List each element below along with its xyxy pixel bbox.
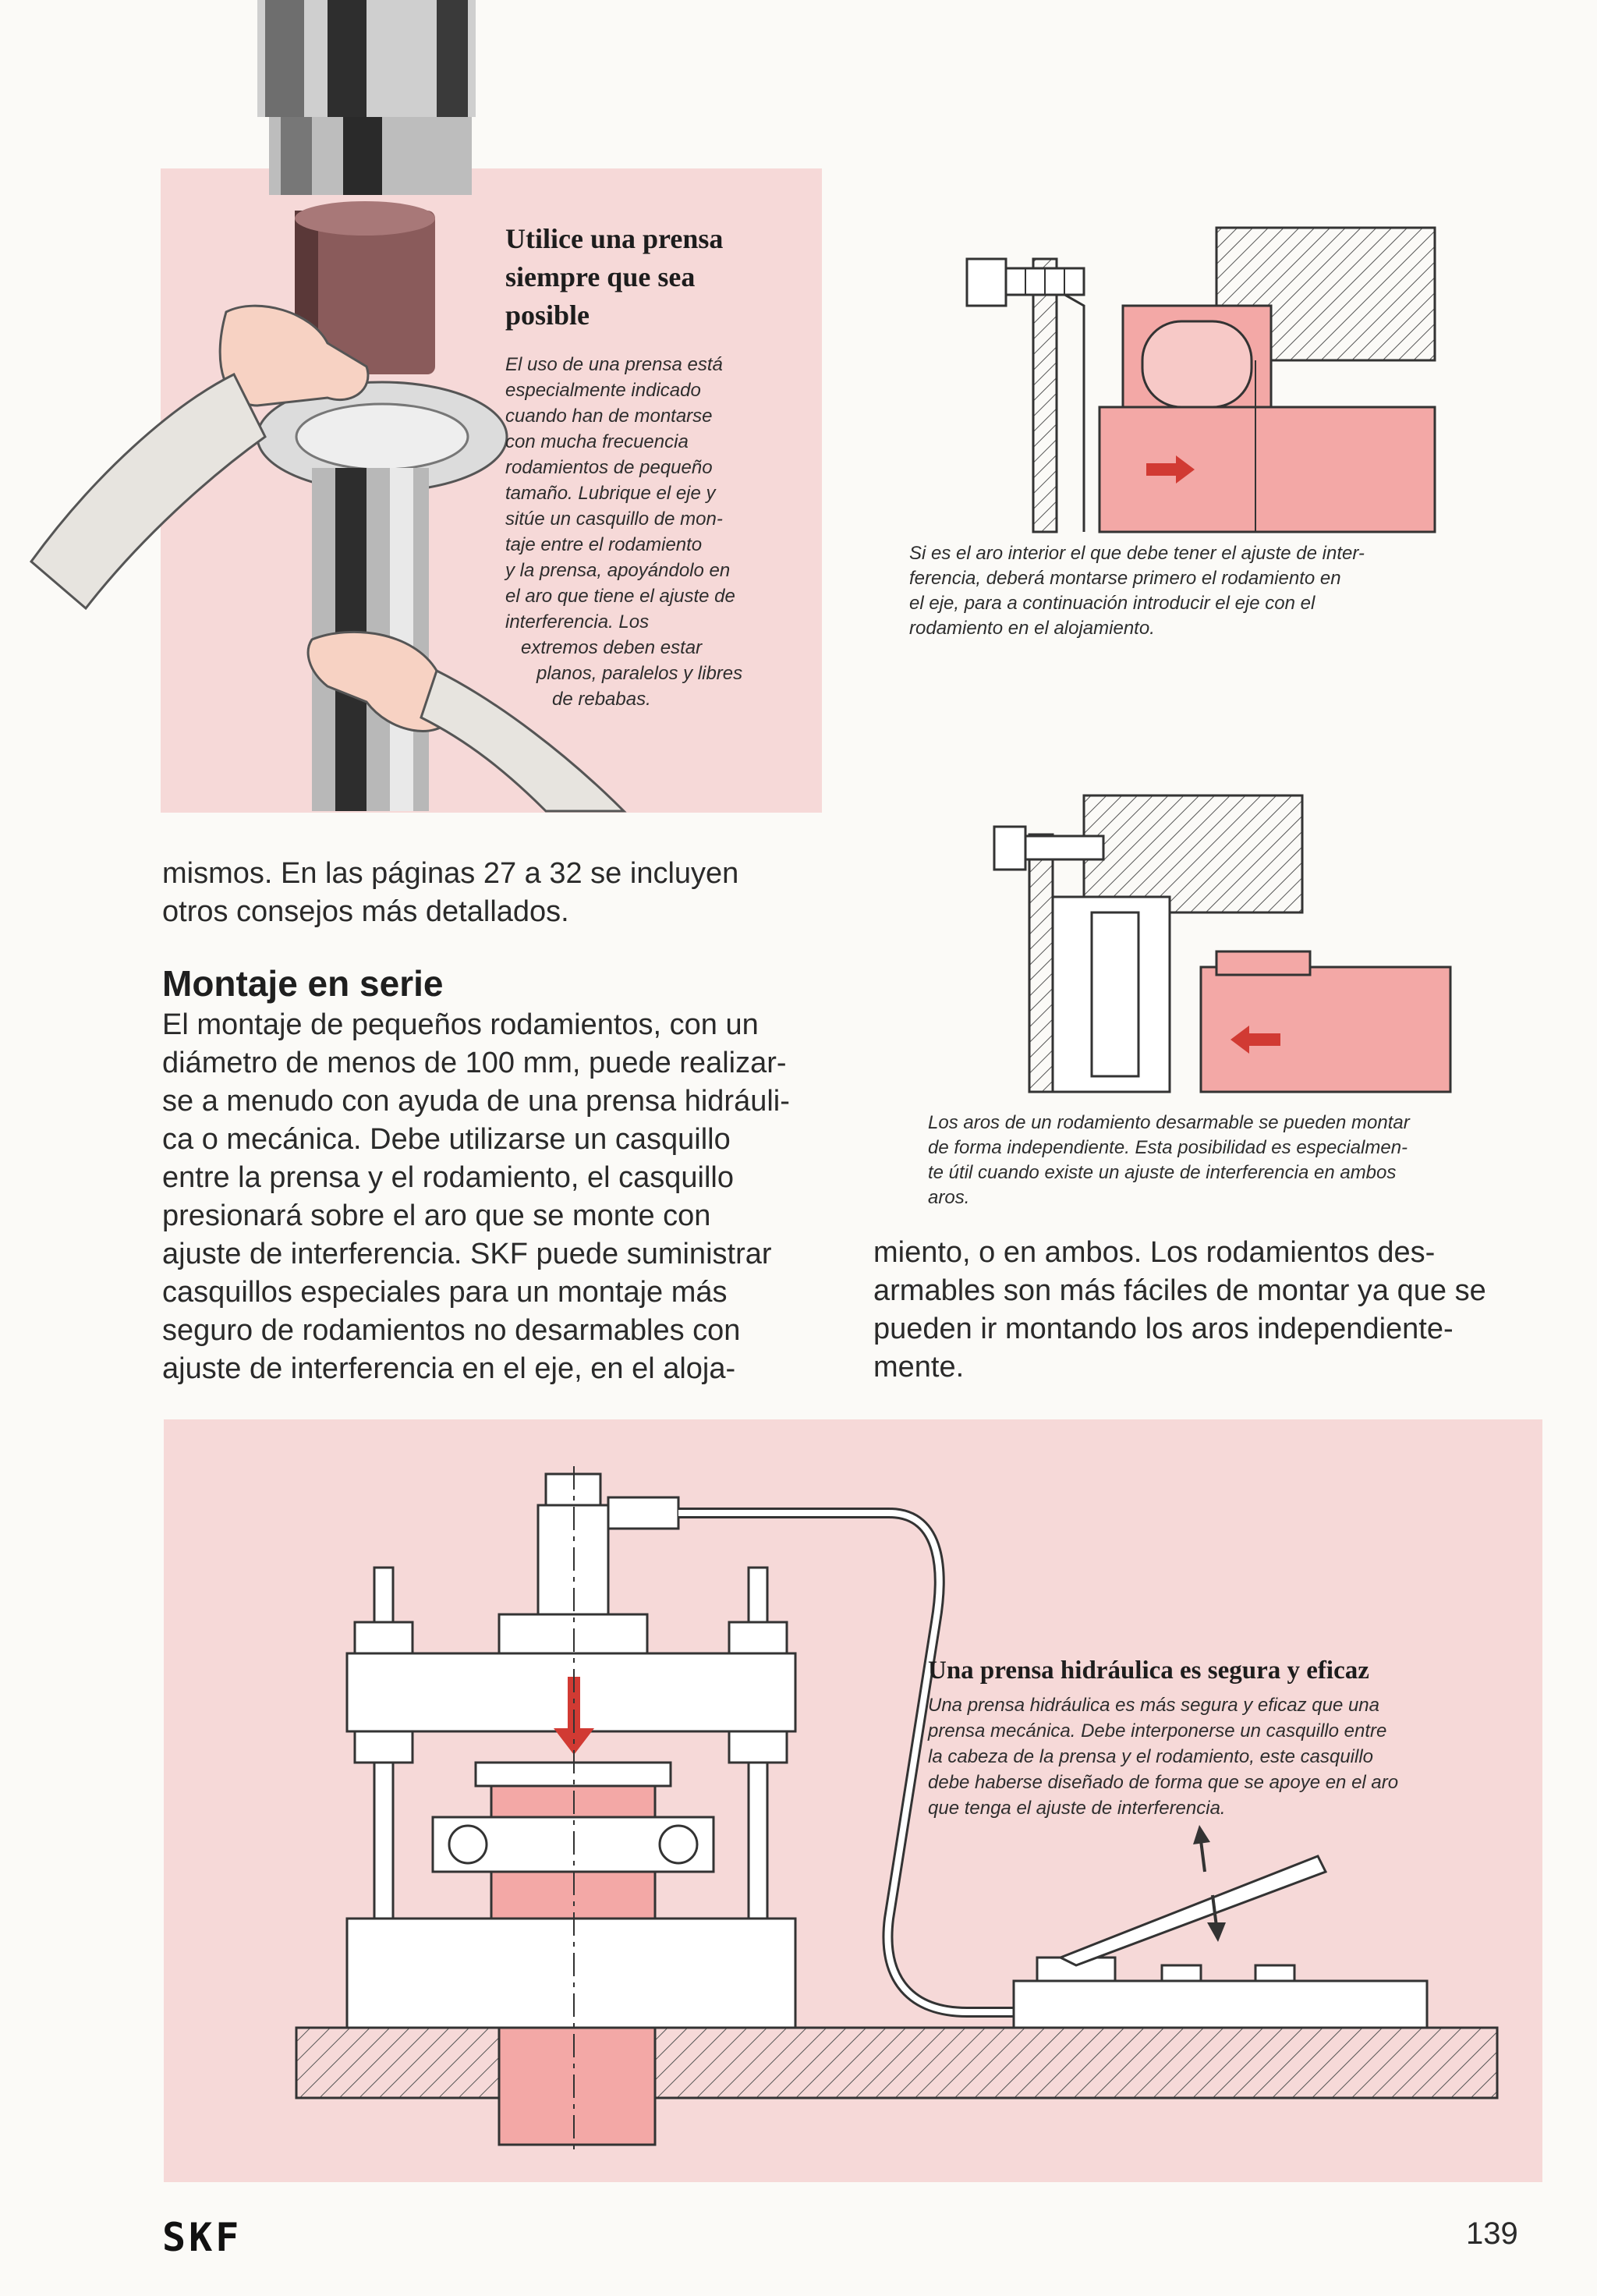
caption-line: ferencia, deberá montarse primero el rodamiento en bbox=[909, 568, 1341, 589]
right-column-body bbox=[873, 1234, 1528, 1387]
intro-line: mismos. En las páginas 27 a 32 se incluyen bbox=[162, 857, 739, 890]
caption-line: rodamiento en el alojamiento. bbox=[909, 618, 1155, 639]
body-line: entre la prensa y el rodamiento, el casquillo bbox=[162, 1161, 734, 1194]
caption-line: Los aros de un rodamiento desarmable se pueden montar bbox=[928, 1112, 1410, 1133]
body-line: ca o mecánica. Debe utilizarse un casquillo bbox=[162, 1123, 731, 1156]
photo-text-line: tamaño. Lubrique el eje y bbox=[505, 483, 716, 504]
hydraulic-press-text bbox=[928, 1655, 1521, 1821]
body-line: mente. bbox=[873, 1351, 965, 1384]
panel-text-line: que tenga el ajuste de interferencia. bbox=[928, 1798, 1226, 1819]
photo-text-line: el aro que tiene el ajuste de bbox=[505, 586, 735, 607]
photo-text-line: especialmente indicado bbox=[505, 380, 701, 401]
panel-text-line: prensa mecánica. Debe interponerse un casquillo entre bbox=[928, 1720, 1387, 1741]
body-line: casquillos especiales para un montaje más bbox=[162, 1276, 728, 1309]
intro-line: otros consejos más detallados. bbox=[162, 895, 569, 928]
body-line: pueden ir montando los aros independiente- bbox=[873, 1313, 1454, 1345]
photo-text-line: cuando han de montarse bbox=[505, 406, 713, 427]
body-line: ajuste de interferencia. SKF puede suministrar bbox=[162, 1238, 772, 1270]
separable-bearing-diagram bbox=[990, 788, 1458, 1100]
caption-line: Si es el aro interior el que debe tener el ajuste de inter- bbox=[909, 543, 1365, 564]
diagram1-caption bbox=[909, 541, 1502, 641]
photo-text-line: planos, paralelos y libres bbox=[536, 663, 743, 684]
photo-text-line: rodamientos de pequeño bbox=[505, 457, 713, 478]
photo-text-line: extremos deben estar bbox=[521, 637, 703, 658]
caption-line: aros. bbox=[928, 1187, 970, 1208]
body-line: armables son más fáciles de montar ya que se bbox=[873, 1274, 1486, 1307]
left-column-intro bbox=[162, 855, 802, 931]
body-line: se a menudo con ayuda de una prensa hidráuli- bbox=[162, 1085, 790, 1118]
page-number: 139 bbox=[1466, 2216, 1518, 2251]
hydraulic-press-title: Una prensa hidráulica es segura y eficaz bbox=[928, 1656, 1369, 1685]
photo-title-line: siempre que sea bbox=[505, 261, 696, 292]
photo-text-line: con mucha frecuencia bbox=[505, 431, 689, 452]
photo-text-line: y la prensa, apoyándolo en bbox=[505, 560, 731, 581]
body-line: ajuste de interferencia en el eje, en el aloja- bbox=[162, 1352, 736, 1385]
photo-text-line: sitúe un casquillo de mon- bbox=[505, 508, 723, 530]
body-line: miento, o en ambos. Los rodamientos des- bbox=[873, 1236, 1436, 1269]
inner-ring-mounting-diagram bbox=[959, 212, 1443, 540]
photo-title-line: posible bbox=[505, 299, 590, 331]
body-line: El montaje de pequeños rodamientos, con un bbox=[162, 1008, 759, 1041]
panel-text-line: Una prensa hidráulica es más segura y eficaz que una bbox=[928, 1695, 1379, 1716]
diagram2-caption bbox=[928, 1111, 1521, 1210]
body-line: presionará sobre el aro que se monte con bbox=[162, 1199, 711, 1232]
caption-line: de forma independiente. Esta posibilidad es especialmen- bbox=[928, 1137, 1408, 1158]
caption-line: el eje, para a continuación introducir el eje con el bbox=[909, 593, 1315, 614]
photo-title-line: Utilice una prensa bbox=[505, 223, 724, 254]
caption-line: te útil cuando existe un ajuste de interferencia en ambos bbox=[928, 1162, 1397, 1183]
body-line: seguro de rodamientos no desarmables con bbox=[162, 1314, 741, 1347]
left-column-body bbox=[162, 1006, 817, 1388]
skf-logo: SKF bbox=[162, 2215, 243, 2260]
panel-text-line: debe haberse diseñado de forma que se apoye en el aro bbox=[928, 1772, 1399, 1793]
photo-text-line: El uso de una prensa está bbox=[505, 354, 723, 375]
photo-text-line: interferencia. Los bbox=[505, 611, 650, 632]
body-line: diámetro de menos de 100 mm, puede realizar- bbox=[162, 1047, 787, 1079]
photo-text-line: de rebabas. bbox=[552, 689, 651, 710]
panel-text-line: la cabeza de la prensa y el rodamiento, este casquillo bbox=[928, 1746, 1374, 1767]
section-heading: Montaje en serie bbox=[162, 963, 444, 1004]
photo-text-line: taje entre el rodamiento bbox=[505, 534, 703, 555]
press-photo-text bbox=[505, 220, 817, 712]
